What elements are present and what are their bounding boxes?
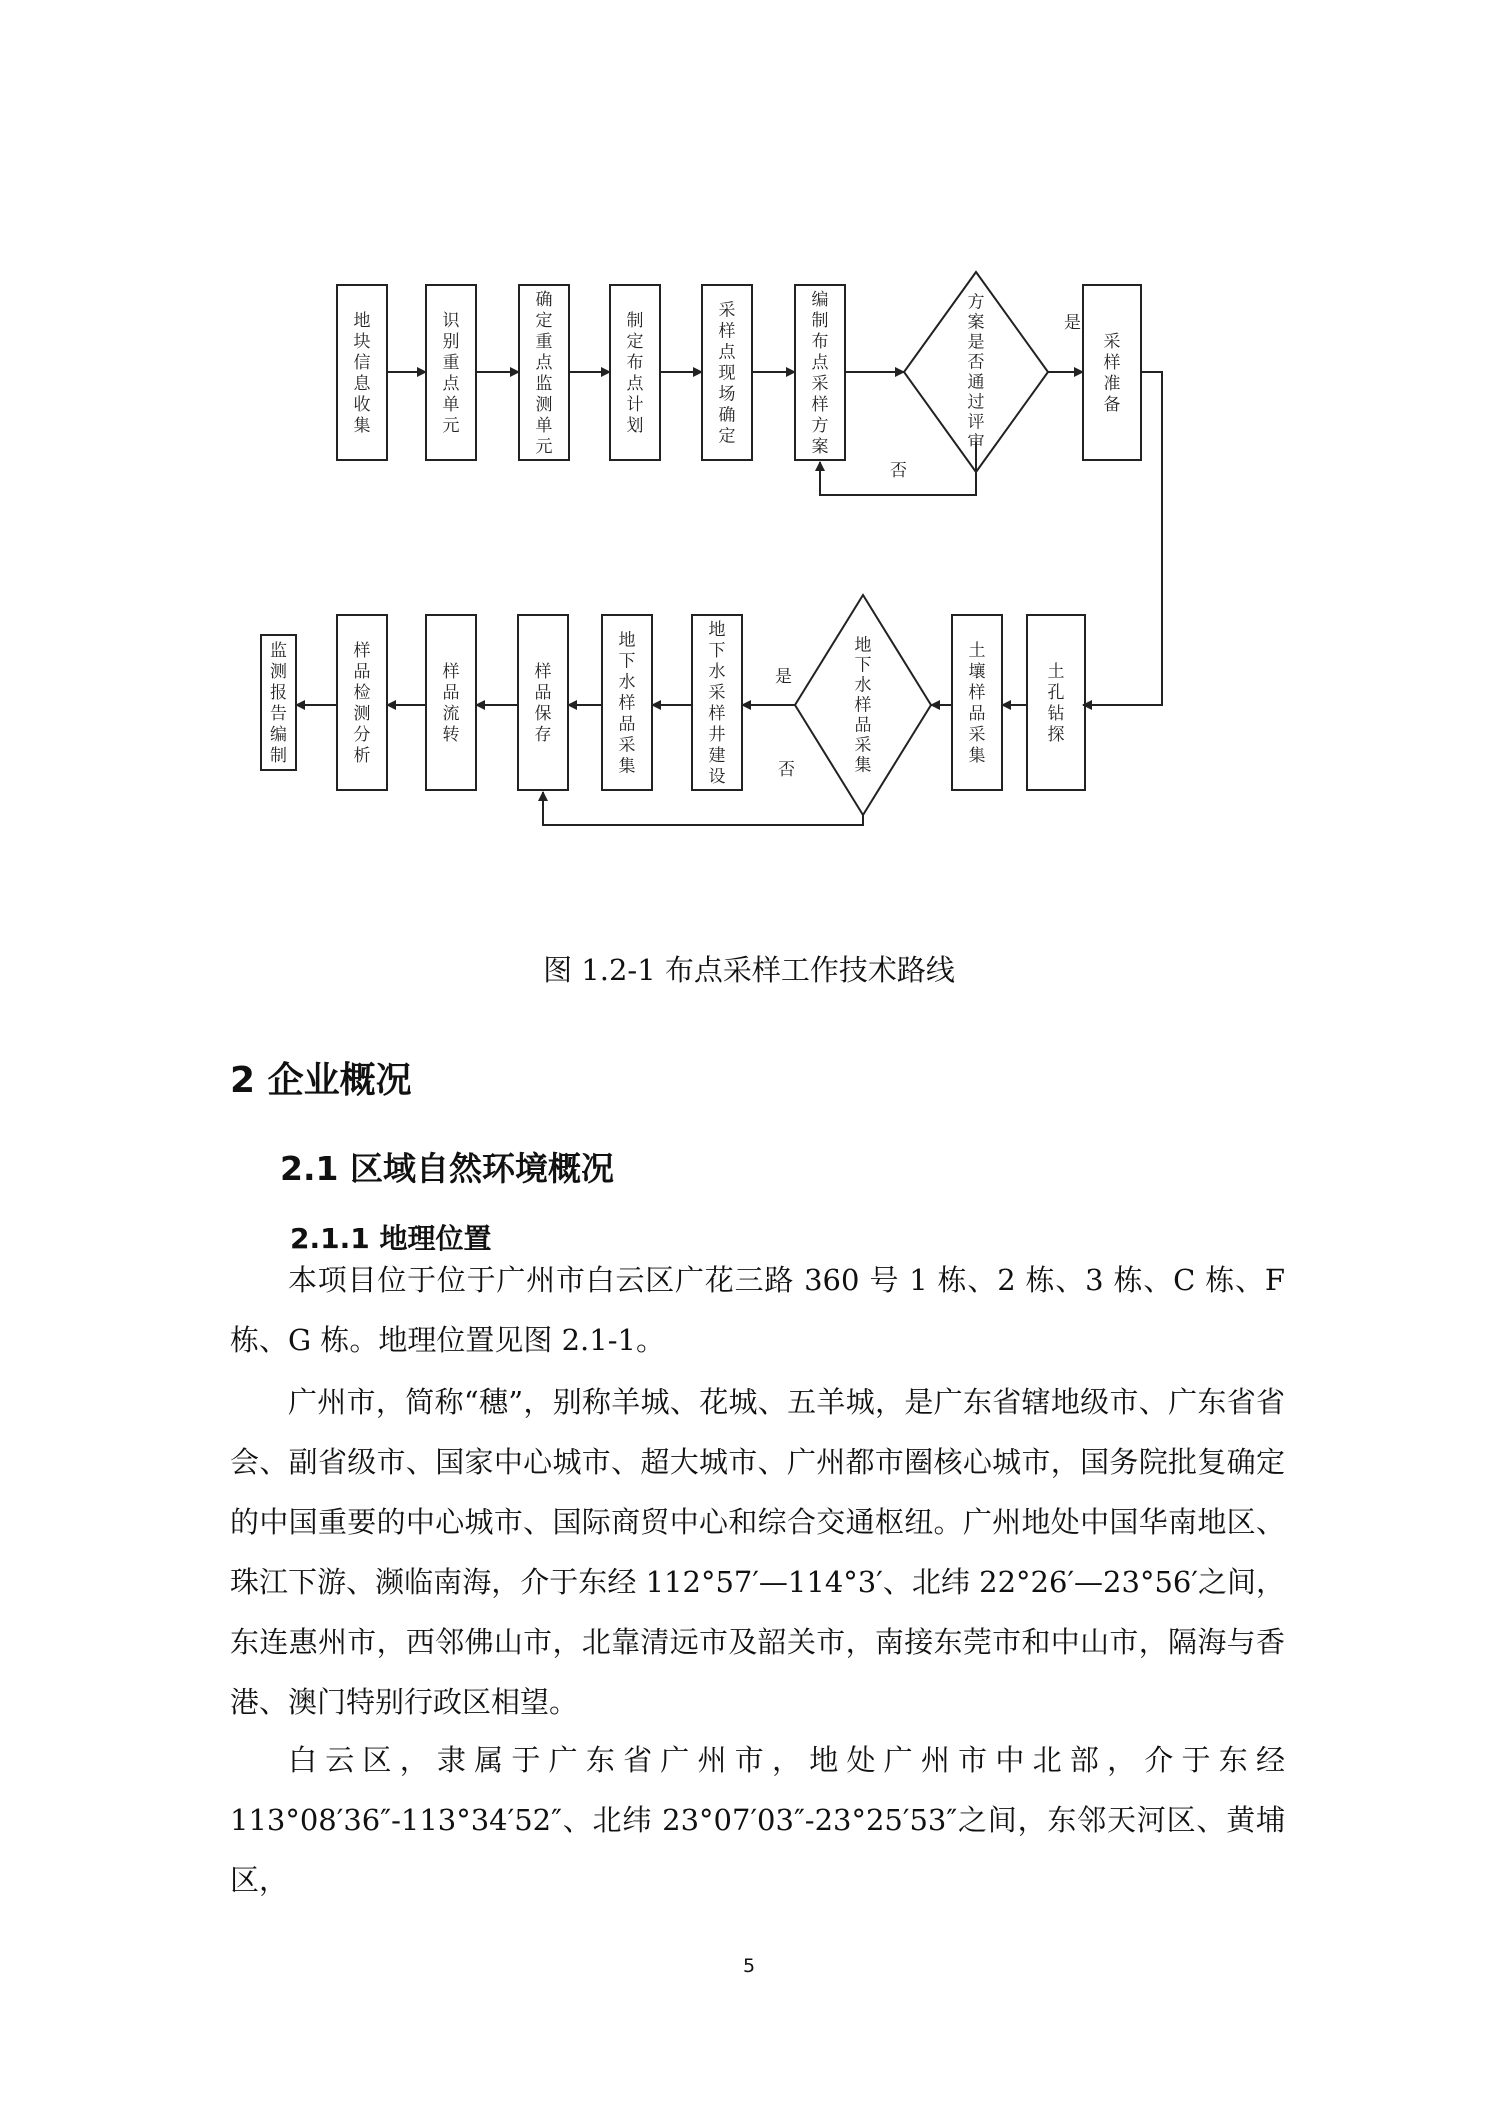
connector-down [1083, 372, 1162, 705]
step2-box-1-label: 地下水采样井建设 [708, 619, 726, 787]
section-title: 2 企业概况 [230, 1060, 412, 1101]
page-number: 5 [742, 1955, 756, 1977]
review-decision-label: 方案是否通过评审 [967, 292, 985, 453]
step2-box-5-label: 样品检测分析 [353, 640, 371, 766]
step-box-1-label: 地块信息收集 [353, 310, 371, 436]
step-box-5-label: 采样点现场确定 [718, 300, 736, 447]
step2-box-4-label: 样品流转 [442, 661, 460, 745]
step2-box-2-label: 地下水样品采集 [618, 630, 636, 777]
no-label-review: 否 [890, 461, 907, 481]
paragraph-guangzhou: 广州市，简称“穗”，别称羊城、花城、五羊城，是广东省辖地级市、广东省省会、副省级市、国家中心城市、超大城市、广州都市圈核心城市，国务院批复确定的中国重要的中心城市、国际商贸中心和综合交通枢纽。广州地处中国华南地区、珠江下游、濒临南海，介于东经 112°57′—114°3′、北纬 22°26′—23°56′之间，东连惠州市，西邻佛山市，北靠清远市及韶关市，南接东莞市和中山市，隔海与香港、澳门特别行政区相望。 [230, 1385, 1285, 1719]
step-box-4-label: 制定布点计划 [626, 310, 644, 436]
drill-box-label: 土孔钻探 [1047, 661, 1065, 745]
yes-label-review: 是 [1064, 313, 1081, 333]
no-label-groundwater: 否 [778, 760, 795, 780]
subsection-title: 2.1 区域自然环境概况 [280, 1149, 614, 1188]
sampling-prep-box-label: 采样准备 [1103, 331, 1121, 415]
flowchart-figure [230, 185, 1285, 925]
no-return-arrow-2 [543, 792, 863, 825]
final-report-box-label: 监测报告编制 [270, 640, 287, 766]
step-box-2-label: 识别重点单元 [442, 310, 460, 436]
yes-label-groundwater: 是 [775, 667, 792, 687]
paragraph-baiyun: 白云区，隶属于广东省广州市，地处广州市中北部，介于东经 113°08′36″-113°34′52″、北纬 23°07′03″-23°25′53″之间，东邻天河区、黄埔区， [230, 1743, 1285, 1897]
figure-caption: 图 1.2-1 布点采样工作技术路线 [543, 953, 955, 987]
step-box-3-label: 确定重点监测单元 [535, 289, 553, 457]
subsubsection-title: 2.1.1 地理位置 [290, 1222, 492, 1255]
step-box-6-label: 编制布点采样方案 [811, 289, 829, 457]
paragraph-location: 本项目位于位于广州市白云区广花三路 360 号 1 栋、2 栋、3 栋、C 栋、F 栋、G 栋。地理位置见图 2.1-1。 [230, 1263, 1285, 1357]
step2-box-3-label: 样品保存 [534, 661, 552, 745]
groundwater-decision-label: 地下水样品采集 [854, 635, 872, 776]
soil-sampling-box-label: 土壤样品采集 [968, 640, 986, 766]
